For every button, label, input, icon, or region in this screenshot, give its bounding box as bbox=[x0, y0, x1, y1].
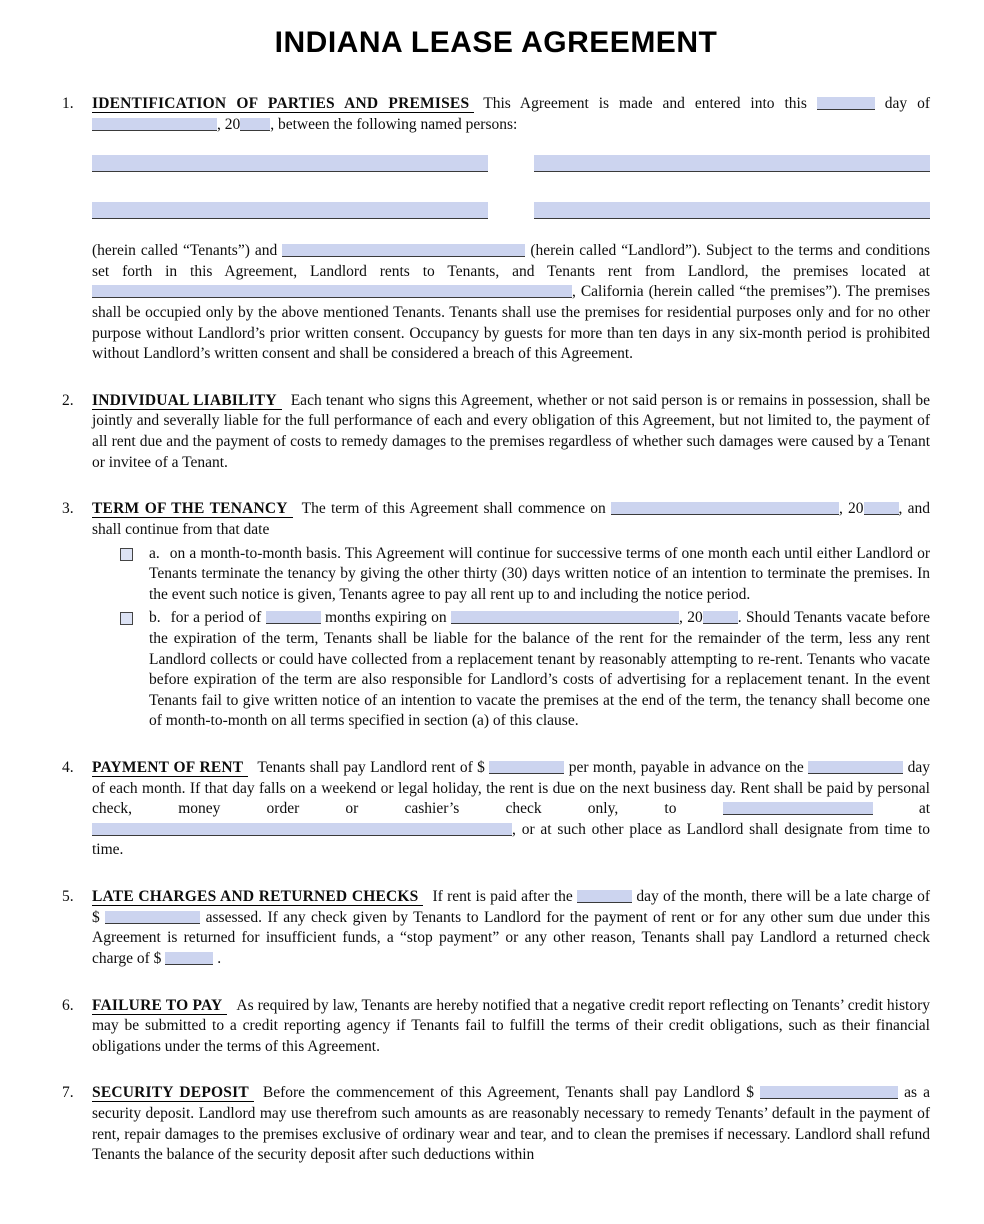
option-a-checkbox[interactable] bbox=[120, 548, 133, 561]
option-b-text-wrap bbox=[149, 608, 930, 732]
term-option-a bbox=[92, 544, 930, 606]
section-paragraph bbox=[92, 1083, 930, 1165]
section-body-wrap bbox=[92, 499, 930, 732]
text-run: on a month-to-month basis. This Agreement will continue for successive terms of one month each until either Landlord or Tenants terminate the tenancy by giving the other thirty (30) days written notice of an intention to terminate the premises. In the event such notice is given, Tenants agree to pay all rent up to and including the notice period. bbox=[149, 544, 930, 603]
section-body-wrap bbox=[92, 758, 930, 861]
section-heading: INDIVIDUAL LIABILITY bbox=[92, 392, 282, 410]
blank-field[interactable] bbox=[92, 118, 217, 131]
text-run: Tenants shall pay Landlord rent of $ bbox=[257, 759, 490, 777]
text-run: for a period of bbox=[170, 609, 266, 627]
section-heading: LATE CHARGES AND RETURNED CHECKS bbox=[92, 888, 423, 906]
text-run: (herein called “Tenants”) and bbox=[92, 242, 283, 260]
section-number: 5. bbox=[62, 888, 74, 906]
text-run: , 20 bbox=[679, 609, 703, 627]
text-run: per month, payable in advance on the bbox=[564, 759, 809, 777]
term-option-b bbox=[92, 608, 930, 732]
blank-field[interactable] bbox=[240, 118, 270, 131]
blank-field[interactable] bbox=[611, 502, 839, 515]
blank-field[interactable] bbox=[266, 611, 321, 624]
blank-field[interactable] bbox=[489, 761, 564, 774]
section-number: 4. bbox=[62, 759, 74, 777]
text-run: as a security deposit. Landlord may use therefrom such amounts as are reasonably necessary to remedy Tenants’ default in the payment of rent, repair damages to the premises exclusive of ordinary wear and tear, and to clean the premises if necessary. Landlord shall refund Tenants the balance of the security deposit after such deductions within bbox=[92, 1084, 930, 1164]
text-run: Before the commencement of this Agreement, Tenants shall pay Landlord $ bbox=[262, 1084, 761, 1102]
blank-field[interactable] bbox=[577, 890, 632, 903]
option-b-checkbox[interactable] bbox=[120, 612, 133, 625]
party-name-field-4[interactable] bbox=[534, 202, 930, 219]
text-run: , between the following named persons: bbox=[270, 115, 518, 133]
party-name-field-3[interactable] bbox=[92, 202, 488, 219]
text-run: day of the month, there will be a late charge of $ bbox=[92, 888, 930, 926]
section-number: 3. bbox=[62, 500, 74, 518]
section-number: 1. bbox=[62, 95, 74, 112]
blank-field[interactable] bbox=[808, 761, 903, 774]
text-run: assessed. If any check given by Tenants to Landlord for the payment of rent or for any other sum due under this Agreement is returned for insufficient funds, a “stop payment” or any other reason, Tenants shall pay Landlord a returned check charge of $ bbox=[92, 908, 930, 967]
party-name-field-2[interactable] bbox=[534, 155, 930, 172]
section-intro-paragraph bbox=[92, 499, 930, 540]
text-run: at bbox=[872, 800, 931, 818]
text-run: The term of this Agreement shall commence on bbox=[301, 500, 611, 518]
section-heading: SECURITY DEPOSIT bbox=[92, 1084, 254, 1102]
text-run: day of each month. If that day falls on a weekend or legal holiday, the rent is due on the next business day. Rent shall be paid by personal check, money order or cashier’s check only, to bbox=[92, 759, 930, 818]
option-a-label: a. bbox=[149, 544, 160, 562]
section-paragraph bbox=[92, 996, 930, 1058]
section-identification bbox=[62, 94, 930, 365]
party-name-field-1[interactable] bbox=[92, 155, 488, 172]
option-a-text-wrap bbox=[149, 544, 930, 606]
text-run: Each tenant who signs this Agreement, whether or not said person is or remains in possession, shall be jointly and severally liable for the full performance of each and every obligation of this Agreement, but not limited to, the payment of all rent due and the payment of costs to remedy damages to the premises regardless of whether such damages were caused by a Tenant or invitee of a Tenant. bbox=[92, 391, 930, 471]
text-run: day of bbox=[874, 95, 930, 112]
text-run: , 20 bbox=[838, 500, 864, 518]
text-run: . Should Tenants vacate before the expiration of the term, Tenants shall be liable for the balance of the rent for the remainder of the term, less any rent Landlord collects or could have collected from a replacement tenant by reasonably attempting to re-rent. Tenants who vacate before expiration of the term are also responsible for Landlord’s costs of advertising for a replacement tenant. In the event Tenants fail to give written notice of an intention to vacate the premises at the end of the term, the tenancy shall become one of month-to-month on all terms specified in section (a) of this clause. bbox=[149, 609, 930, 730]
blank-field[interactable] bbox=[92, 823, 512, 836]
option-a-text bbox=[149, 545, 930, 603]
text-run: This Agreement is made and entered into this bbox=[483, 95, 817, 112]
text-run: , 20 bbox=[217, 115, 241, 133]
section-number: 6. bbox=[62, 996, 74, 1014]
section-payment-of-rent bbox=[62, 758, 930, 861]
section-body-wrap bbox=[92, 996, 930, 1058]
text-run: months expiring on bbox=[320, 609, 451, 627]
text-run: , California (herein called “the premises”). The premises shall be occupied only by the above mentioned Tenants. Tenants shall use the premises for residential purposes only and for no other purpose without Landlord’s prior written consent. Occupancy by guests for more than ten days in any six-month period is prohibited without Landlord’s written consent and shall be considered a breach of this Agreement. bbox=[92, 283, 930, 363]
blank-field[interactable] bbox=[92, 285, 572, 298]
blank-field[interactable] bbox=[703, 611, 738, 624]
section-heading: FAILURE TO PAY bbox=[92, 997, 227, 1015]
option-b-label: b. bbox=[149, 609, 161, 627]
option-b-text bbox=[149, 609, 930, 729]
party-name-fields bbox=[92, 155, 930, 219]
text-run: As required by law, Tenants are hereby notified that a negative credit report reflecting on Tenants’ credit history may be submitted to a credit reporting agency if Tenants fail to fulfill the terms of their credit obligations, such as their financial obligations under the terms of this Agreement. bbox=[92, 996, 930, 1055]
blank-field[interactable] bbox=[282, 244, 525, 257]
section-failure-to-pay bbox=[62, 996, 930, 1058]
document-title: INDIANA LEASE AGREEMENT bbox=[274, 26, 718, 59]
blank-field[interactable] bbox=[105, 911, 200, 924]
section-body-wrap bbox=[92, 94, 930, 365]
section-heading: IDENTIFICATION OF PARTIES AND PREMISES bbox=[92, 95, 474, 113]
section-heading: TERM OF THE TENANCY bbox=[92, 500, 293, 518]
section-paragraph bbox=[92, 758, 930, 861]
section-security-deposit bbox=[62, 1083, 930, 1165]
section-body-wrap bbox=[92, 1083, 930, 1165]
blank-field[interactable] bbox=[451, 611, 679, 624]
section-body-paragraph bbox=[92, 241, 930, 365]
text-run: If rent is paid after the bbox=[432, 888, 578, 906]
section-intro-paragraph bbox=[92, 94, 930, 135]
blank-field[interactable] bbox=[817, 97, 875, 110]
text-run: , and shall continue from that date bbox=[92, 500, 930, 538]
blank-field[interactable] bbox=[760, 1086, 898, 1099]
section-individual-liability bbox=[62, 391, 930, 473]
section-term-of-tenancy bbox=[62, 499, 930, 732]
section-body-wrap bbox=[92, 887, 930, 969]
section-number: 2. bbox=[62, 391, 74, 409]
section-late-charges bbox=[62, 887, 930, 969]
section-heading: PAYMENT OF RENT bbox=[92, 759, 248, 777]
section-number: 7. bbox=[62, 1084, 74, 1102]
section-paragraph bbox=[92, 391, 930, 473]
blank-field[interactable] bbox=[864, 502, 899, 515]
text-run: . bbox=[213, 949, 222, 967]
text-run: (herein called “Landlord”). Subject to the terms and conditions set forth in this Agreement, Landlord rents to Tenants, and Tenants rent from Landlord, the premises located at bbox=[92, 242, 930, 280]
section-body-wrap bbox=[92, 391, 930, 473]
text-run: , or at such other place as Landlord shall designate from time to time. bbox=[92, 820, 930, 859]
section-paragraph bbox=[92, 887, 930, 969]
blank-field[interactable] bbox=[723, 802, 873, 815]
blank-field[interactable] bbox=[165, 952, 213, 965]
